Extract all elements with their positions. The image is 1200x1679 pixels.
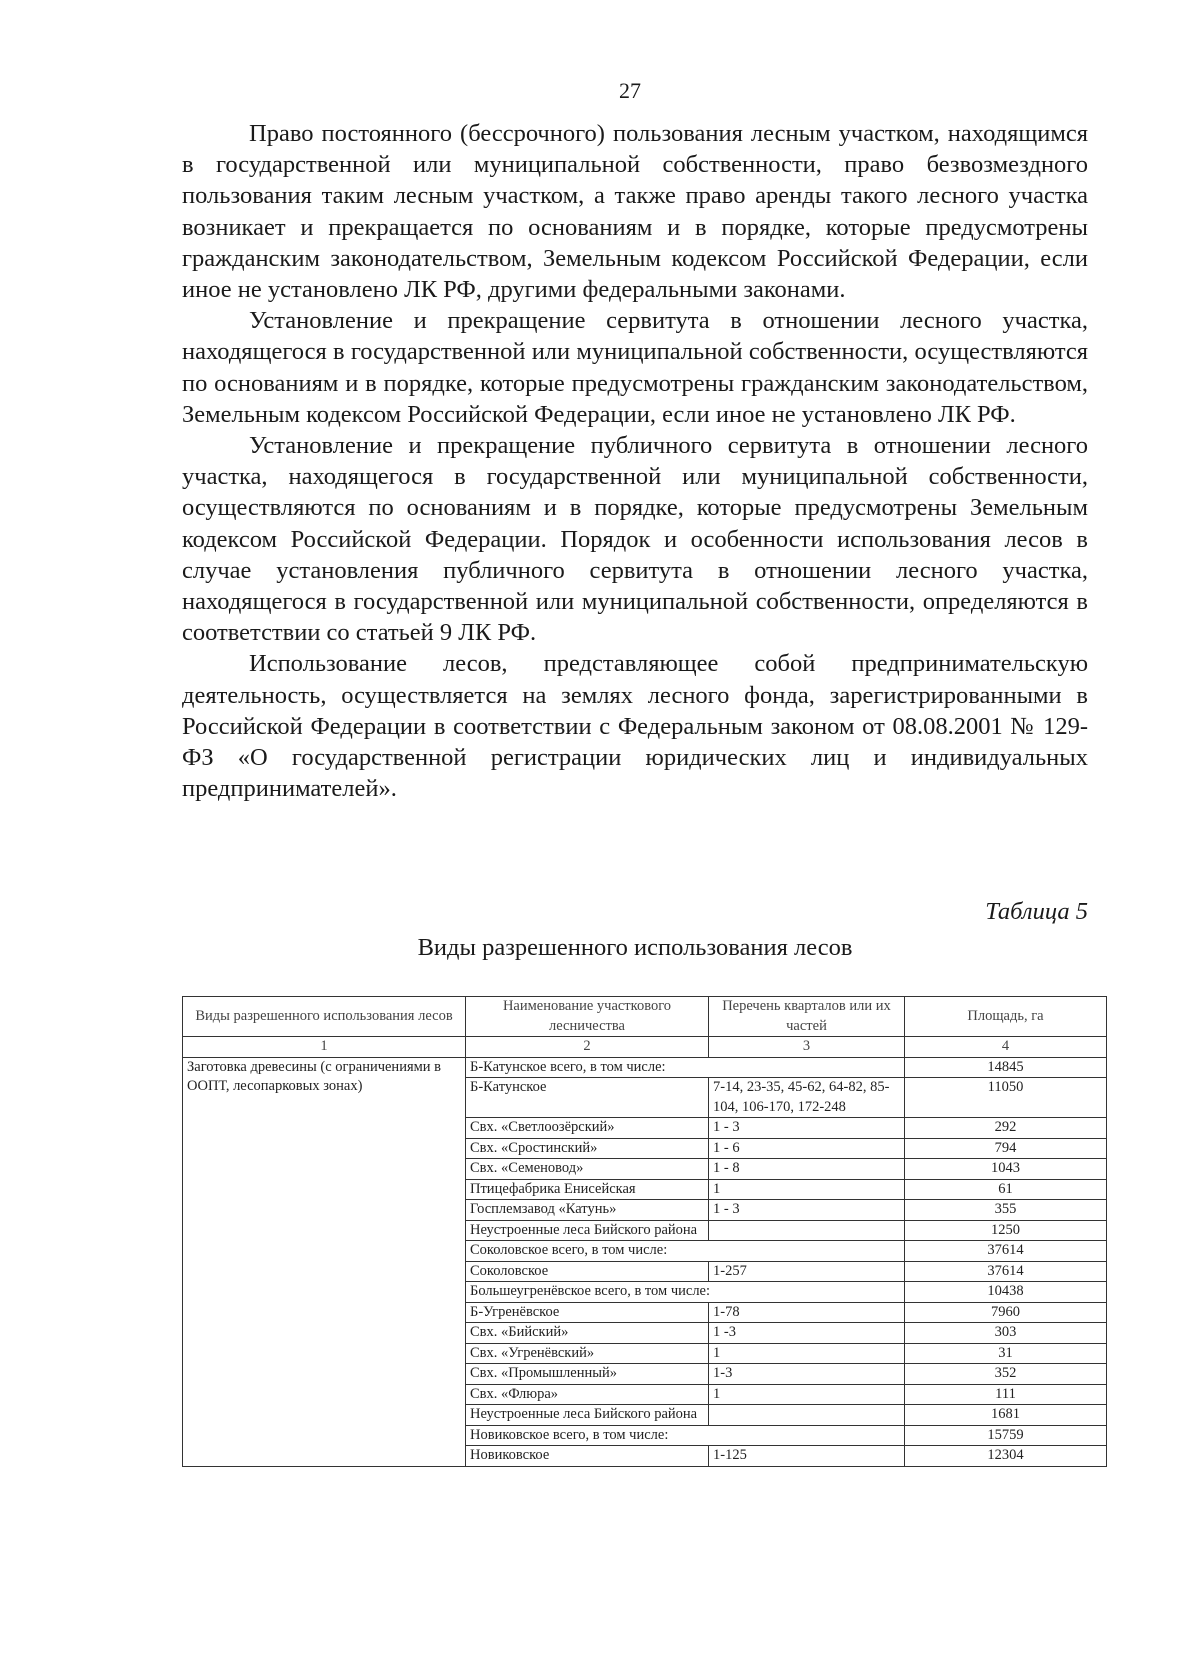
forestry-name-cell: Свх. «Угренёвский» (466, 1343, 709, 1364)
forestry-total-label: Б-Катунское всего, в том числе: (466, 1057, 905, 1078)
quarters-cell: 1 -3 (709, 1323, 905, 1344)
quarters-cell: 1 (709, 1343, 905, 1364)
paragraph-3: Установление и прекращение публичного сервитута в отношении лесного участка, находящегося в государственной или муниципальной собственности, осуществляются по основаниям и в порядке, которые предусмотрены Земельным кодексом Российской Федерации. Порядок и особенности использования лесов в случае установления публичного сервитута в отношении лесного участка, находящегося в государственной или муниципальной собственности, определяются в соответствии со статьей 9 ЛК РФ. (182, 432, 1088, 647)
quarters-cell: 1-257 (709, 1261, 905, 1282)
page-number: 27 (619, 78, 641, 103)
forestry-name-cell: Неустроенные леса Бийского района (466, 1405, 709, 1426)
area-cell: 61 (905, 1179, 1107, 1200)
forestry-name-cell: Новиковское (466, 1446, 709, 1467)
quarters-cell: 1 - 8 (709, 1159, 905, 1180)
forestry-name-cell: Птицефабрика Енисейская (466, 1179, 709, 1200)
forestry-name-cell: Свх. «Семеновод» (466, 1159, 709, 1180)
table-label: Таблица 5 (985, 898, 1088, 925)
quarters-cell (709, 1220, 905, 1241)
area-cell: 352 (905, 1364, 1107, 1385)
area-cell: 10438 (905, 1282, 1107, 1303)
quarters-cell: 1 - 3 (709, 1118, 905, 1139)
forestry-name-cell: Б-Угренёвское (466, 1302, 709, 1323)
header-usage-type: Виды разрешенного использования лесов (183, 997, 466, 1037)
header-forestry-name: Наименование участкового лесничества (466, 997, 709, 1037)
forestry-name-cell: Свх. «Промышленный» (466, 1364, 709, 1385)
quarters-cell (709, 1405, 905, 1426)
table-header-row (183, 997, 1107, 1037)
area-cell: 15759 (905, 1425, 1107, 1446)
area-cell: 14845 (905, 1057, 1107, 1078)
area-cell: 7960 (905, 1302, 1107, 1323)
table-column-numbers-row (183, 1037, 1107, 1058)
quarters-cell: 1 - 3 (709, 1200, 905, 1221)
header-area: Площадь, га (905, 997, 1107, 1037)
area-cell: 111 (905, 1384, 1107, 1405)
forestry-name-cell: Свх. «Бийский» (466, 1323, 709, 1344)
area-cell: 1043 (905, 1159, 1107, 1180)
table-title: Виды разрешенного использования лесов (417, 934, 853, 961)
paragraph-4: Использование лесов, представляющее собой предпринимательскую деятельность, осуществляется на землях лесного фонда, зарегистрированными в Российской Федерации в соответствии с Федеральным законом от 08.08.2001 № 129-ФЗ «О государственной регистрации юридических лиц и индивидуальных предпринимателей». (182, 650, 1088, 803)
area-cell: 794 (905, 1138, 1107, 1159)
area-cell: 12304 (905, 1446, 1107, 1467)
column-number: 3 (709, 1037, 905, 1058)
quarters-cell: 1 (709, 1384, 905, 1405)
forestry-name-cell: Свх. «Флюра» (466, 1384, 709, 1405)
forestry-name-cell: Госплемзавод «Катунь» (466, 1200, 709, 1221)
area-cell: 11050 (905, 1078, 1107, 1118)
area-cell: 292 (905, 1118, 1107, 1139)
header-quarters: Перечень кварталов или их частей (709, 997, 905, 1037)
table-row (183, 1057, 1107, 1078)
area-cell: 355 (905, 1200, 1107, 1221)
forestry-name-cell: Неустроенные леса Бийского района (466, 1220, 709, 1241)
forestry-name-cell: Б-Катунское (466, 1078, 709, 1118)
body-text (182, 118, 1088, 804)
quarters-cell: 1-125 (709, 1446, 905, 1467)
column-number: 1 (183, 1037, 466, 1058)
quarters-cell: 7-14, 23-35, 45-62, 64-82, 85-104, 106-170, 172-248 (709, 1078, 905, 1118)
forestry-total-label: Большеугренёвское всего, в том числе: (466, 1282, 905, 1303)
column-number: 4 (905, 1037, 1107, 1058)
forestry-name-cell: Соколовское (466, 1261, 709, 1282)
area-cell: 37614 (905, 1261, 1107, 1282)
area-cell: 303 (905, 1323, 1107, 1344)
forestry-total-label: Соколовское всего, в том числе: (466, 1241, 905, 1262)
area-cell: 31 (905, 1343, 1107, 1364)
forestry-total-label: Новиковское всего, в том числе: (466, 1425, 905, 1446)
table-caption-row (182, 898, 1088, 928)
area-cell: 37614 (905, 1241, 1107, 1262)
quarters-cell: 1-78 (709, 1302, 905, 1323)
forest-usage-table (182, 996, 1107, 1467)
usage-type-cell: Заготовка древесины (с ограничениями в ООПТ, лесопарковых зонах) (183, 1057, 466, 1466)
area-cell: 1681 (905, 1405, 1107, 1426)
column-number: 2 (466, 1037, 709, 1058)
forestry-name-cell: Свх. «Сростинский» (466, 1138, 709, 1159)
paragraph-1: Право постоянного (бессрочного) пользования лесным участком, находящимся в государственной или муниципальной собственности, право безвозмездного пользования таким лесным участком, а также право аренды такого лесного участка возникает и прекращается по основаниям и в порядке, которые предусмотрены гражданским законодательством, Земельным кодексом Российской Федерации, если иное не установлено ЛК РФ, другими федеральными законами. (182, 120, 1088, 304)
quarters-cell: 1 - 6 (709, 1138, 905, 1159)
area-cell: 1250 (905, 1220, 1107, 1241)
quarters-cell: 1-3 (709, 1364, 905, 1385)
forestry-name-cell: Свх. «Светлоозёрский» (466, 1118, 709, 1139)
paragraph-2: Установление и прекращение сервитута в отношении лесного участка, находящегося в государственной или муниципальной собственности, осуществляются по основаниям и в порядке, которые предусмотрены гражданским законодательством, Земельным кодексом Российской Федерации, если иное не установлено ЛК РФ. (182, 307, 1088, 428)
quarters-cell: 1 (709, 1179, 905, 1200)
table-body (183, 1057, 1107, 1466)
